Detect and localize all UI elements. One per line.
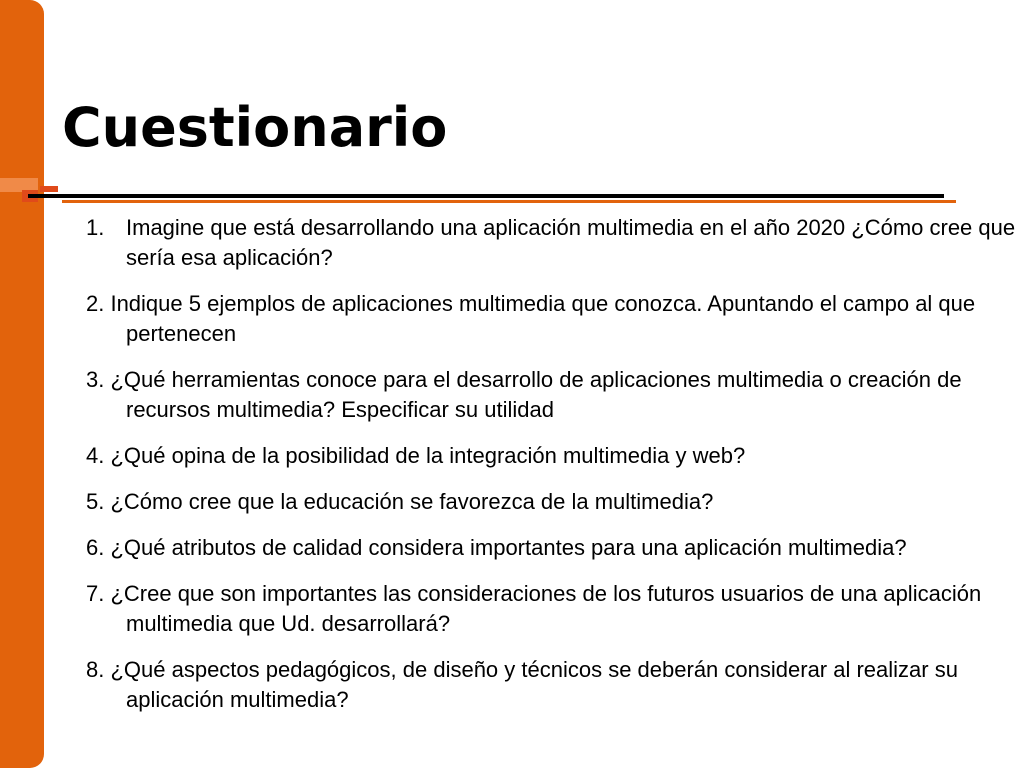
question-item-4 [86,441,1016,471]
question-item-2 [86,289,1016,349]
side-accent-bar [0,0,44,768]
question-item-5 [86,487,1016,517]
question-text: 8. ¿Qué aspectos pedagógicos, de diseño y técnicos se deberán considerar al realizar su aplicación multimedia? [86,657,958,712]
question-item-7 [86,579,1016,639]
slide-title: Cuestionario [62,96,448,159]
question-text: 3. ¿Qué herramientas conoce para el desarrollo de aplicaciones multimedia o creación de recursos multimedia? Especificar su utilidad [86,367,962,422]
question-text: 6. ¿Qué atributos de calidad considera importantes para una aplicación multimedia? [86,535,907,560]
question-number: 1. [86,215,105,240]
question-text: 4. ¿Qué opina de la posibilidad de la integración multimedia y web? [86,443,746,468]
title-divider-accent [62,200,956,203]
question-item-3 [86,365,1016,425]
question-item-6 [86,533,1016,563]
question-item-8 [86,655,1016,715]
question-text: Imagine que está desarrollando una aplicación multimedia en el año 2020 ¿Cómo cree que sería esa aplicación? [126,215,1016,270]
accent-square [40,186,58,192]
question-text: 2. Indique 5 ejemplos de aplicaciones multimedia que conozca. Apuntando el campo al que pertenecen [86,291,976,346]
question-text: 5. ¿Cómo cree que la educación se favorezca de la multimedia? [86,489,714,514]
title-divider [28,194,944,198]
question-text: 7. ¿Cree que son importantes las consideraciones de los futuros usuarios de una aplicación multimedia que Ud. desarrollará? [86,581,982,636]
question-item-1 [86,213,1016,273]
question-list [86,213,1016,729]
